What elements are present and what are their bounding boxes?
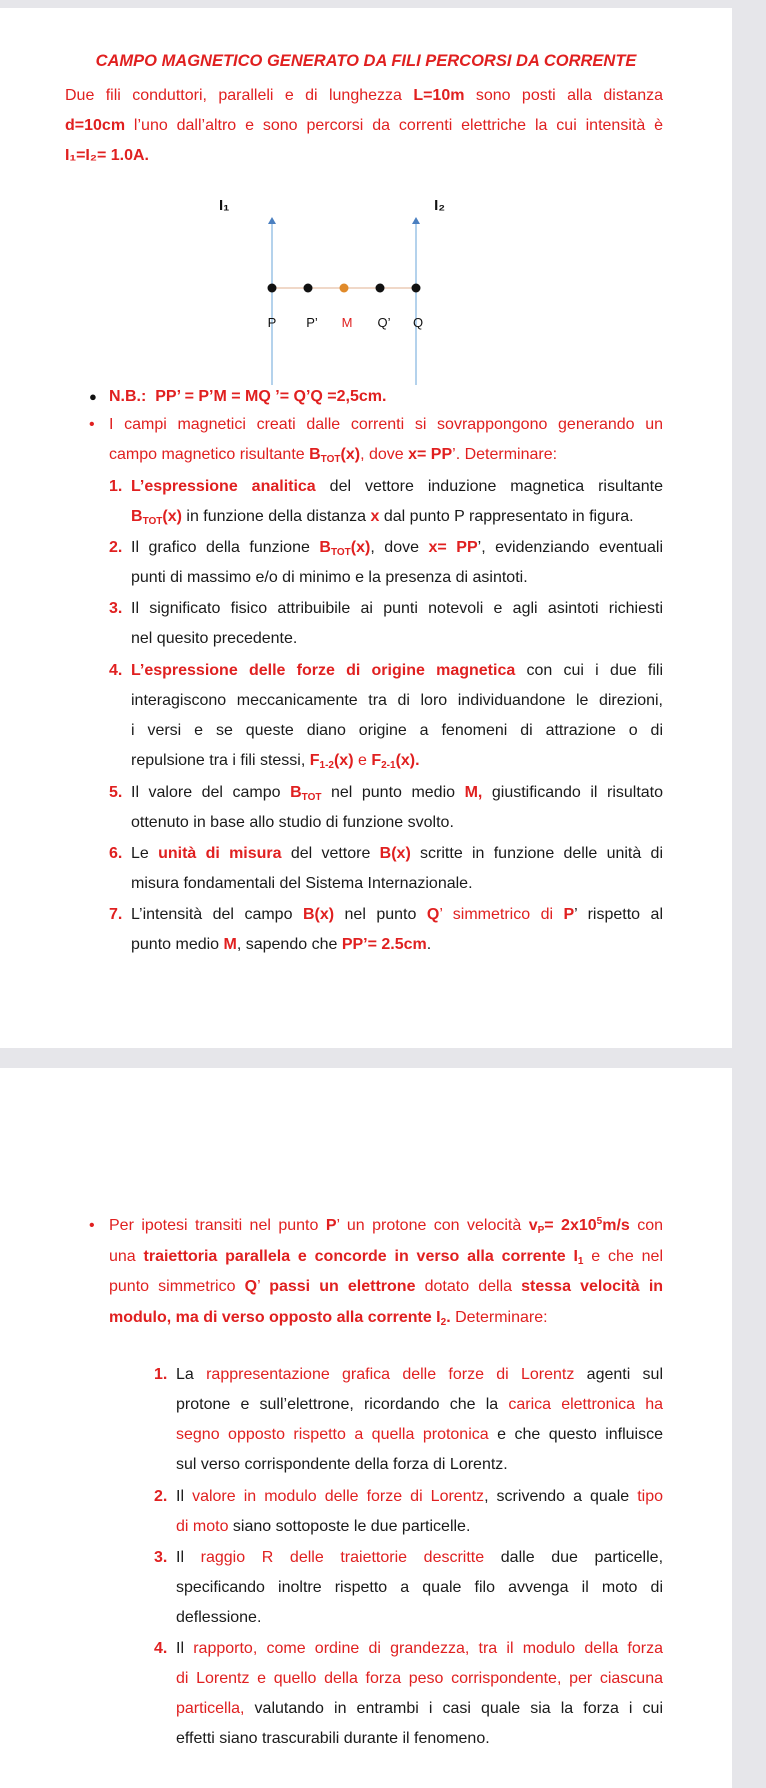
intro-paragraph: Due fili conduttori, paralleli e di lunghezza L=10m sono posti alla distanza d=10cm l’uno dall’altro e sono percorsi da correnti elettriche la cui intensità è I₁=I₂= 1.0A. [65,81,663,171]
current-arrow-2 [412,217,420,224]
question-3: 3. Il significato fisico attribuibile ai punti notevoli e agli asintoti richiesti nel quesito precedente. [109,600,663,647]
particle-question-2: 2. Il valore in modulo delle forze di Lorentz, scrivendo a quale tipo di moto siano sottoposte le due particelle. [154,1488,664,1535]
page-2 [0,1068,732,1788]
label-i2: I₂ [434,197,445,214]
bullet-dot: • [89,1217,95,1234]
question-4: 4. L’espressione delle forze di origine magnetica con cui i due fili interagiscono meccanicamente tra di loro individuandone le direzioni, i versi e se queste diano origine a fenomeni di attrazione o di repulsione tra i fili stessi, $F_{1-2}(x)$ e $F_{2-1}(x)$. [109,662,664,771]
label-p-prime: P’ [306,315,318,330]
label-p: P [267,315,277,330]
label-m: M [341,315,353,330]
fields-bullet: • I campi magnetici creati dalle correnti si sovrappongono generando un campo magnetico risultante $B_{TOT}(x)$, dove x= PP’. Determinare: [109,410,663,470]
current-value: I₁=I₂= 1.0A. [65,147,149,164]
bullet-dot: ● [89,389,97,404]
point-p-prime [304,284,313,293]
document-title: CAMPO MAGNETICO GENERATO DA FILI PERCORSI DA CORRENTE [95,52,637,70]
label-q-prime: Q’ [377,315,391,330]
nb-distances: PP’ = P’M = MQ ’= Q’Q =2,5cm. [155,388,387,405]
distance-value: d=10cm [65,117,126,134]
point-m [340,284,349,293]
question-6: 6. Le unità di misura del vettore B(x) scritte in funzione delle unità di misura fondamentali del Sistema Internazionale. [109,845,663,892]
question-7: 7. L’intensità del campo B(x) nel punto Q’ simmetrico di P’ rispetto al punto medio M, sapendo che PP’= 2.5cm. [109,906,663,953]
question-5: 5. Il valore del campo $B_{TOT}$ nel punto medio M, giustificando il risultato ottenuto in base allo studio di funzione svolto. [109,784,664,831]
point-q-prime [376,284,385,293]
particle-question-3: 3. Il raggio R delle traiettorie descritte dalle due particelle, specificando inoltre rispetto a quale filo avvenga il moto di deflessione. [154,1549,664,1626]
page-1 [0,8,732,1048]
current-arrow-1 [268,217,276,224]
wires-diagram [190,188,450,388]
particles-bullet: • Per ipotesi transiti nel punto P’ un protone con velocità $v_P= 2x10^5m/s$ con una traiettoria parallela e concorde in verso alla corrente $I_1$ e che nel punto simmetrico Q’ passi un elettrone dotato della stessa velocità in modulo, ma di verso opposto alla corrente $I_2$. Determinare: [109,1211,663,1333]
point-p [268,284,277,293]
question-2: 2. Il grafico della funzione $B_{TOT}(x)$, dove x= PP’, evidenziando eventuali punti di massimo e/o di minimo e la presenza di asintoti. [109,539,664,586]
bullet-dot: • [89,416,95,433]
label-q: Q [412,315,424,330]
length-value: L=10m [413,87,465,104]
nb-note: ● N.B.: PP’ = P’M = MQ ’= Q’Q =2,5cm. [109,382,669,411]
question-1: 1. L’espressione analitica del vettore induzione magnetica risultante $B_{TOT}(x)$ in funzione della distanza x dal punto P rappresentato in figura. [109,478,664,527]
particle-question-4: 4. Il rapporto, come ordine di grandezza, tra il modulo della forza di Lorentz e quello della forza peso corrispondente, per ciascuna particella, valutando in entrambi i casi quale sia la forza i cui effetti siano trascurabili durante il fenomeno. [154,1640,663,1747]
particle-question-1: 1. La rappresentazione grafica delle forze di Lorentz agenti sul protone e sull’elettrone, ricordando che la carica elettronica ha segno opposto rispetto a quella protonica e che questo influisce sul verso corrispondente della forza di Lorentz. [154,1366,664,1473]
point-q [412,284,421,293]
label-i1: I₁ [219,197,230,214]
